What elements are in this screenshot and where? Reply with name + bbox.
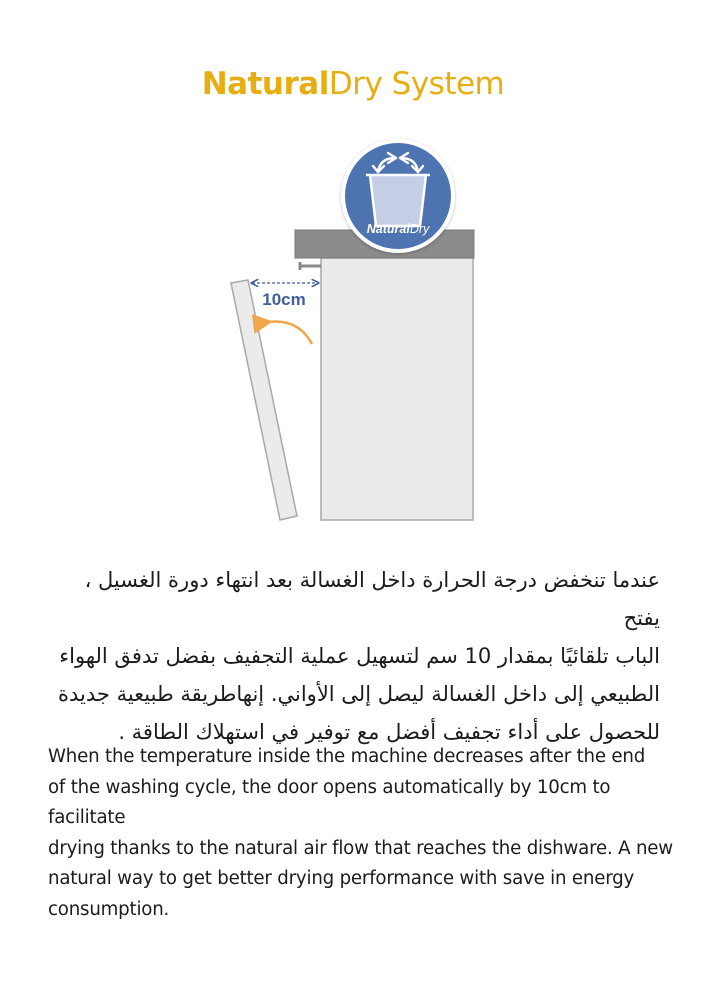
badge-label xyxy=(367,222,430,236)
door-swing-arrow xyxy=(268,321,312,344)
title-natural: Natural xyxy=(201,66,329,102)
title-dry-system: Dry System xyxy=(328,66,505,102)
badge-label-natural: Natural xyxy=(366,222,410,236)
badge-label-dry: Dry xyxy=(409,222,430,236)
description-english: When the temperature inside the machine decreases after the end of the washing cycle, the door opens automatically by 10cm to facilitate drying thanks to the natural air flow that reaches the dishware. A new natural way to get better drying performance with save in energy consumption. xyxy=(48,746,673,920)
basket-icon xyxy=(366,175,430,226)
open-door xyxy=(231,280,297,520)
door-gap-label: 10cm xyxy=(262,290,306,309)
door-latch xyxy=(300,262,321,270)
dishwasher-body xyxy=(321,258,473,520)
description-arabic: عندما تنخفض درجة الحرارة داخل الغسالة بعد انتهاء دورة الغسيل ، يفتح الباب تلقائيًا بمقدار 10 سم لتسهيل عملية التجفيف بفضل تدفق الهواء الطبيعي إلى داخل الغسالة ليصل إلى الأواني. إنهاطريقة طبيعية جديدة للحصول على أداء تجفيف أفضل مع توفير في استهلاك الطاقة . xyxy=(58,568,660,744)
